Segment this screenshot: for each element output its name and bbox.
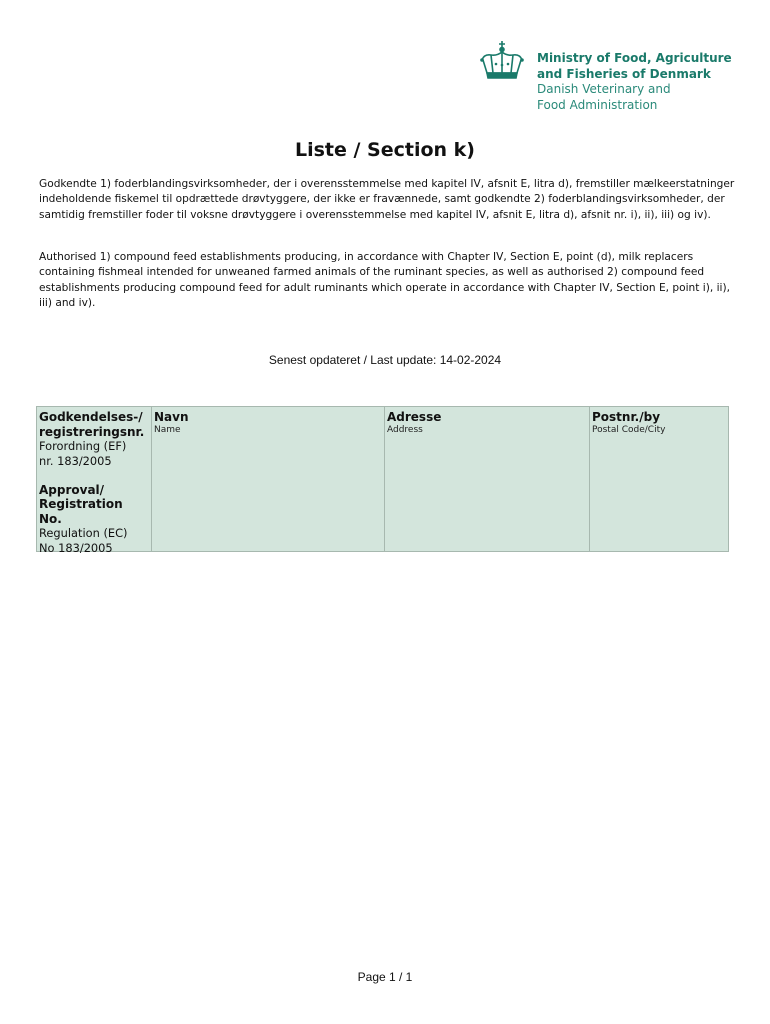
regulation-en-line-2: No 183/2005 [39,540,113,555]
column-name-title: Navn [154,410,189,424]
royal-crown-icon [478,40,526,82]
column-address [384,407,589,551]
agency-name-line-2: Food Administration [537,97,658,112]
ministry-name [537,51,747,113]
regulation-en-line-1: Regulation (EC) [39,526,128,541]
establishments-table-header [36,406,729,555]
ministry-name-line-1: Ministry of Food, Agriculture [537,51,732,65]
page-title: Liste / Section k) [294,139,475,161]
column-title-da-line-1: Godkendelses-/ [39,410,143,424]
description-danish: Godkendte 1) foderblandingsvirksomheder, der i overensstemmelse med kapitel IV, afsnit E, litra d), fremstiller mælkeerstatninger indeholdende fiskemel til opdrættede drøvtyggere, der ikke er fravænnede, samt godkendte 2) foderblandingsvirksomheder, der samtidig fremstiller foder til voksne drøvtyggere i overensstemmelse med kapitel IV, afsnit E, litra d), afsnit nr. i), ii), iii) og iv). [39,178,735,221]
column-postal-title: Postnr./by [592,410,661,424]
column-address-title: Adresse [387,410,442,424]
agency-name-line-1: Danish Veterinary and [537,82,671,96]
regulation-da-line-2: nr. 183/2005 [39,453,112,468]
column-postal-code [589,407,728,551]
column-name-subtitle: Name [154,424,181,435]
column-title-da-line-2: registreringsnr. [39,424,145,439]
regulation-da-line-1: Forordning (EF) [39,439,127,453]
page-number: Page 1 / 1 [357,970,413,984]
description-english: Authorised 1) compound feed establishments producing, in accordance with Chapter IV, Section E, point (d), milk replacers containing fishmeal intended for unweaned farmed animals of the ruminant species, as well as authorised 2) compound feed establishments producing compound feed for adult ruminants which operate in accordance with Chapter IV, Section E, point i), ii), iii) and iv). [39,251,730,310]
last-update-text: Senest opdateret / Last update: 14-02-2024 [268,353,502,367]
column-registration-number [37,407,151,555]
column-address-subtitle: Address [387,424,423,435]
column-postal-subtitle: Postal Code/City [592,424,666,435]
column-name [151,407,384,551]
ministry-logo [478,40,748,116]
column-title-en-line-1: Approval/ [39,482,105,497]
ministry-name-line-2: and Fisheries of Denmark [537,66,711,81]
column-title-en-line-2: Registration No. [39,497,123,526]
